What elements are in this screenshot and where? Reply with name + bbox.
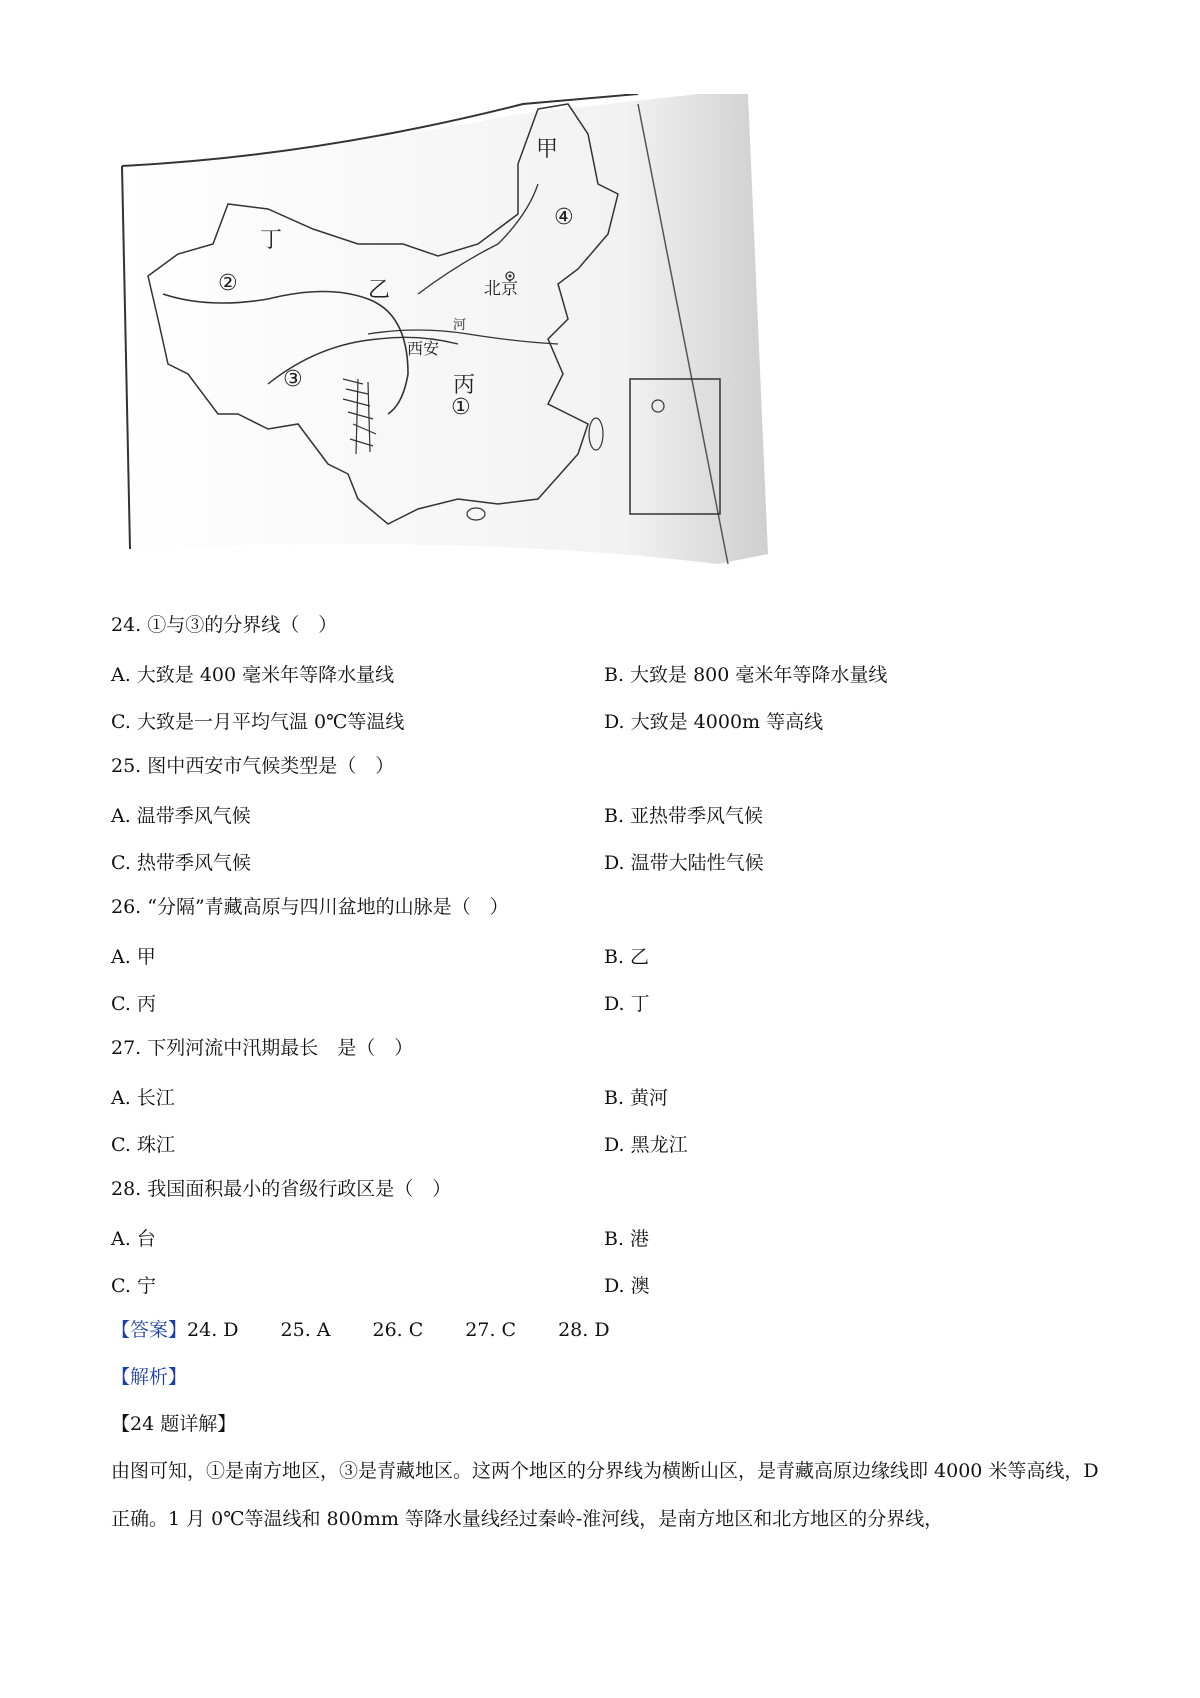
label-beijing: 北京 [484,279,518,299]
china-map-svg [118,94,798,594]
question-27-option-d: D. 黑龙江 [604,1134,688,1156]
question-24-option-d: D. 大致是 4000m 等高线 [604,711,824,733]
question-26-option-c: C. 丙 [111,993,156,1015]
label-region-4: ④ [554,205,574,230]
label-ding: 丁 [260,228,283,253]
question-26-option-d: D. 丁 [604,993,650,1015]
question-24-stem: 24. ①与③的分界线（ ） [111,614,338,636]
question-25-option-a: A. 温带季风气候 [111,805,251,827]
question-26-stem: 26. “分隔”青藏高原与四川盆地的山脉是（ ） [111,896,509,918]
analysis-paragraph: 由图可知，①是南方地区，③是青藏地区。这两个地区的分界线为横断山区，是青藏高原边缘线即 4000 米等高线，D 正确。1 月 0℃等温线和 800mm 等降水量线经过秦岭-淮河线，是南方地区和北方地区的分界线， [111,1460,1099,1530]
question-25-option-d: D. 温带大陆性气候 [604,852,764,874]
question-26-option-b: B. 乙 [604,946,650,968]
answer-label: 【答案】 [111,1319,188,1341]
label-yi: 乙 [368,278,391,303]
question-25-option-b: B. 亚热带季风气候 [604,805,764,827]
question-24-option-b: B. 大致是 800 毫米年等降水量线 [604,664,888,686]
answer-28: 28. D [558,1319,610,1341]
label-jia: 甲 [536,137,559,162]
answer-26: 26. C [372,1319,424,1341]
map-paper [120,94,768,564]
answer-line [111,1318,652,1342]
label-xian: 西安 [407,339,440,358]
label-region-2: ② [218,271,238,296]
question-28-option-d: D. 澳 [604,1275,650,1297]
analysis-label: 【解析】 [111,1366,188,1388]
question-25-stem: 25. 图中西安市气候类型是（ ） [111,755,395,777]
question-25-option-c: C. 热带季风气候 [111,852,251,874]
china-map-figure [118,94,798,594]
question-28-option-a: A. 台 [111,1228,156,1250]
label-region-1: ① [451,395,471,420]
label-region-3: ③ [283,367,303,392]
question-28-stem: 28. 我国面积最小的省级行政区是（ ） [111,1178,452,1200]
question-27-option-c: C. 珠江 [111,1134,175,1156]
detail-title: 【24 题详解】 [111,1413,237,1435]
label-bing: 丙 [453,373,476,398]
question-24-option-c: C. 大致是一月平均气温 0℃等温线 [111,711,405,733]
question-27-option-b: B. 黄河 [604,1087,669,1109]
answer-27: 27. C [465,1319,517,1341]
question-24-option-a: A. 大致是 400 毫米年等降水量线 [111,664,395,686]
label-he: 河 [453,318,467,333]
question-26-option-a: A. 甲 [111,946,156,968]
question-28-option-c: C. 宁 [111,1275,156,1297]
question-27-option-a: A. 长江 [111,1087,175,1109]
answer-25: 25. A [280,1319,331,1341]
answer-24: 24. D [187,1319,239,1341]
question-27-stem: 27. 下列河流中汛期最长 是（ ） [111,1037,414,1059]
question-28-option-b: B. 港 [604,1228,650,1250]
